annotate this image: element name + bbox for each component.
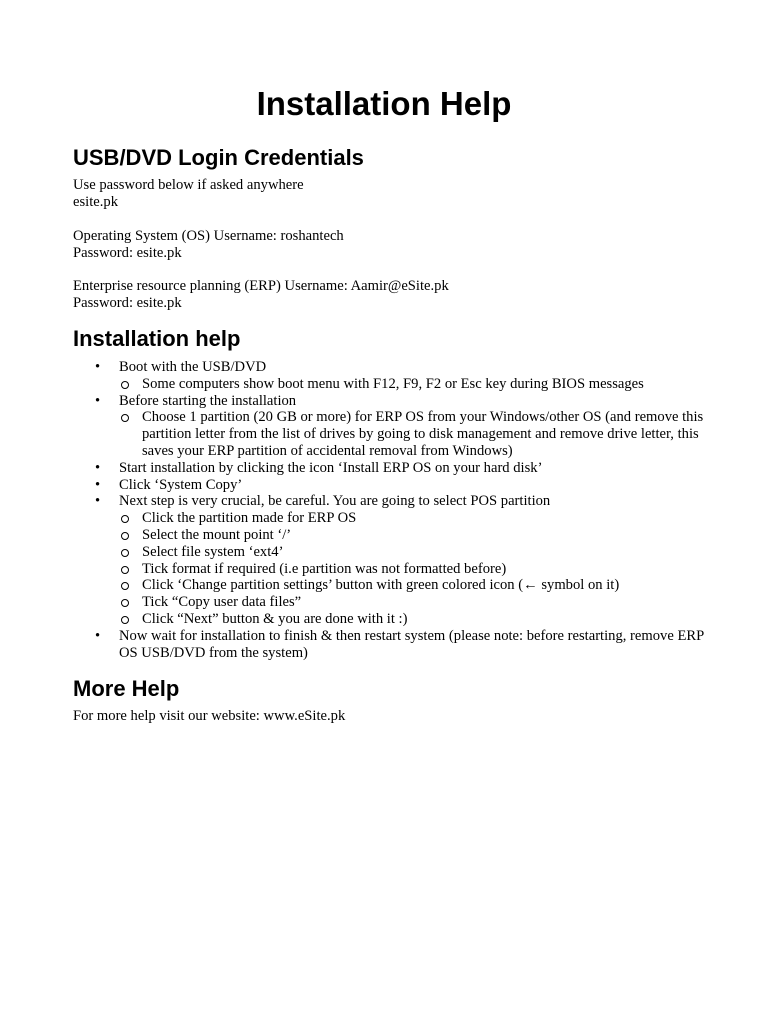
sub-list-item: Select file system ‘ext4’ xyxy=(119,544,713,561)
section-heading-login-credentials: USB/DVD Login Credentials xyxy=(73,145,364,170)
list-item xyxy=(73,460,713,477)
list-item-text: Next step is very crucial, be careful. You are going to select POS partition xyxy=(119,493,551,510)
sub-list-item: Tick format if required (i.e partition was not formatted before) xyxy=(119,561,713,578)
list-item-text: Boot with the USB/DVD xyxy=(119,359,267,375)
list-item xyxy=(73,359,713,393)
page-title: Installation Help xyxy=(256,85,512,122)
list-item xyxy=(73,477,713,494)
os-username-text: Operating System (OS) Username: roshantech xyxy=(73,228,344,244)
sub-list-item: Click “Next” button & you are done with it :) xyxy=(119,611,713,628)
sub-list xyxy=(119,409,713,459)
sub-list-item: Select the mount point ‘/’ xyxy=(119,527,713,544)
erp-password-text: Password: esite.pk xyxy=(73,295,182,311)
list-item xyxy=(73,493,713,627)
more-help-text: For more help visit our website: www.eSite.pk xyxy=(73,708,346,724)
list-item-text: Now wait for installation to finish & then restart system (please note: before restarting, remove ERP OS USB/DVD from the system) xyxy=(119,627,704,661)
sub-list-item: Click the partition made for ERP OS xyxy=(119,510,713,527)
password-value-text: esite.pk xyxy=(73,194,118,210)
list-item-text: Start installation by clicking the icon ‘Install ERP OS on your hard disk’ xyxy=(119,459,543,476)
installation-steps-list xyxy=(73,359,713,661)
list-item-text: Before starting the installation xyxy=(119,392,297,409)
sub-list-item: Tick “Copy user data files” xyxy=(119,594,713,611)
os-password-text: Password: esite.pk xyxy=(73,245,182,261)
list-item xyxy=(73,393,713,460)
password-hint-text: Use password below if asked anywhere xyxy=(73,177,304,193)
section-heading-more-help: More Help xyxy=(73,676,180,701)
sub-list xyxy=(119,510,713,628)
sub-list-item: Choose 1 partition (20 GB or more) for ERP OS from your Windows/other OS (and remove this partition letter from the list of drives by going to disk management and remove drive letter, this saves your ERP partition of accidental removal from Windows) xyxy=(119,409,713,459)
erp-username-text: Enterprise resource planning (ERP) Username: Aamir@eSite.pk xyxy=(73,278,449,294)
sub-list-item: Click ‘Change partition settings’ button with green colored icon (← symbol on it) xyxy=(119,577,713,594)
sub-list-item: Some computers show boot menu with F12, F9, F2 or Esc key during BIOS messages xyxy=(119,376,713,393)
section-heading-installation-help: Installation help xyxy=(73,326,241,351)
sub-list xyxy=(119,376,713,393)
list-item xyxy=(73,628,713,662)
list-item-text: Click ‘System Copy’ xyxy=(119,476,243,493)
